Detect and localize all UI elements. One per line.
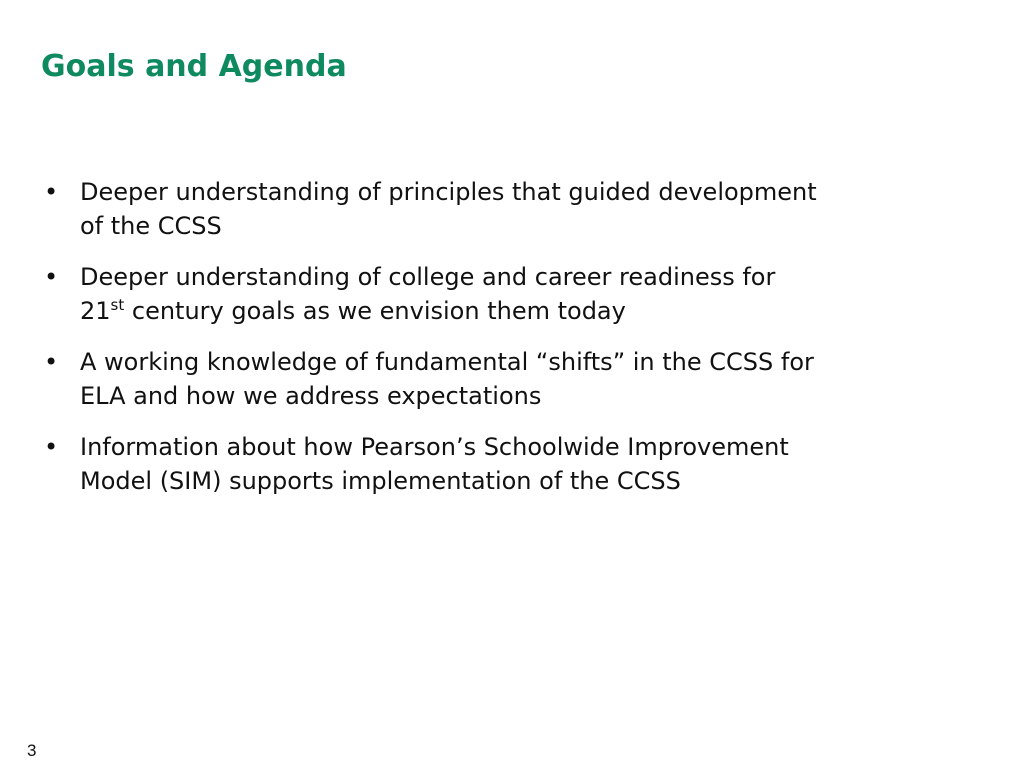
superscript: st bbox=[110, 296, 125, 314]
bullet-marker: • bbox=[44, 348, 59, 376]
bullet-text: Information about how Pearson’s Schoolwide Improvement Model (SIM) supports implementation of the CCSS bbox=[80, 433, 789, 495]
page-number: 3 bbox=[27, 741, 37, 760]
bullet-text-part: Deeper understanding of college and career readiness for 21 bbox=[80, 263, 776, 325]
bullet-text bbox=[80, 260, 983, 328]
bullet-marker: • bbox=[44, 263, 59, 291]
bullet-list bbox=[43, 175, 983, 515]
list-item bbox=[43, 260, 983, 328]
bullet-marker: • bbox=[44, 178, 59, 206]
bullet-text: Deeper understanding of principles that guided development of the CCSS bbox=[80, 178, 817, 240]
list-item bbox=[43, 345, 983, 413]
list-item bbox=[43, 175, 983, 243]
bullet-text: A working knowledge of fundamental “shifts” in the CCSS for ELA and how we address expectations bbox=[80, 348, 814, 410]
slide-title: Goals and Agenda bbox=[41, 49, 347, 84]
bullet-marker: • bbox=[44, 433, 59, 461]
list-item bbox=[43, 430, 983, 498]
bullet-text-part: century goals as we envision them today bbox=[124, 297, 626, 325]
